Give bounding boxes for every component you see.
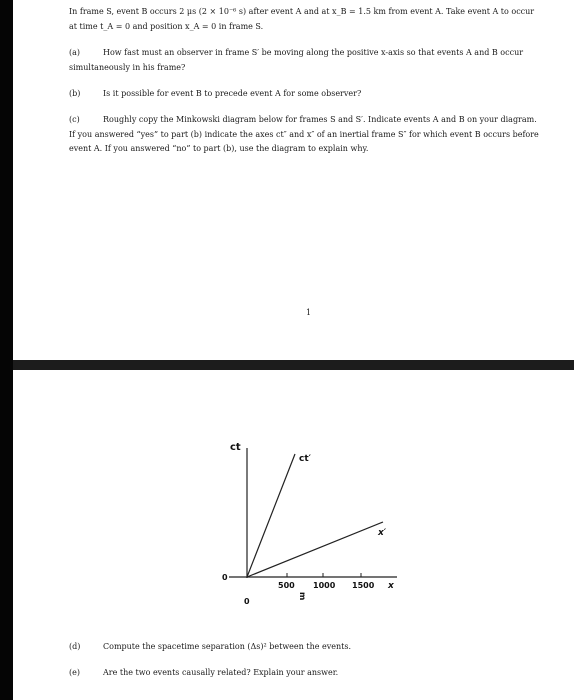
question-d-text: Compute the spacetime separation (Δs)² between the events. <box>103 642 351 651</box>
question-b-label: (b) <box>69 89 81 98</box>
question-a <box>69 46 539 75</box>
origin-x-label: 0 <box>244 597 250 606</box>
page-divider <box>13 360 574 370</box>
ct-prime-axis <box>247 454 295 577</box>
problem-intro: In frame S, event B occurs 2 μs (2 × 10⁻⁶ s) after event A and at x_B = 1.5 km from event A. Take event A to occur at time t_A = 0 and position x_A = 0 in frame S. <box>69 7 535 31</box>
question-e <box>69 666 539 681</box>
x-prime-axis <box>247 522 383 577</box>
x-axis-label: x <box>388 581 394 591</box>
question-d-label: (d) <box>69 642 81 651</box>
unit-label: m <box>298 592 307 601</box>
minkowski-diagram <box>215 430 415 610</box>
ct-prime-axis-label: ct′ <box>299 454 312 464</box>
question-c-text: Roughly copy the Minkowski diagram below for frames S and S′. Indicate events A and B on your diagram. If you answered “yes” to part (b) indicate the axes ct″ and x″ of an inertial frame S″ for which event B occurs before event A. If you answered “no” to part (b), use the diagram to explain why. <box>69 115 539 153</box>
question-c-label: (c) <box>69 115 80 124</box>
question-b-text: Is it possible for event B to precede event A for some observer? <box>103 89 362 98</box>
page-number: 1 <box>306 308 312 317</box>
question-b <box>69 87 539 102</box>
question-d <box>69 640 539 655</box>
tick-label-1000: 1000 <box>313 581 336 590</box>
x-prime-axis-label: x′ <box>378 528 387 538</box>
tick-label-500: 500 <box>278 581 295 590</box>
question-a-label: (a) <box>69 48 81 57</box>
question-e-label: (e) <box>69 668 80 677</box>
question-c <box>69 113 539 157</box>
question-e-text: Are the two events causally related? Explain your answer. <box>103 668 339 677</box>
origin-y-label: 0 <box>222 573 228 582</box>
tick-label-1500: 1500 <box>352 581 375 590</box>
question-a-text: How fast must an observer in frame S′ be moving along the positive x-axis so that events A and B occur simultaneously in his frame? <box>69 48 524 72</box>
left-margin-bar <box>0 0 13 700</box>
ct-axis-label: ct <box>230 442 241 453</box>
